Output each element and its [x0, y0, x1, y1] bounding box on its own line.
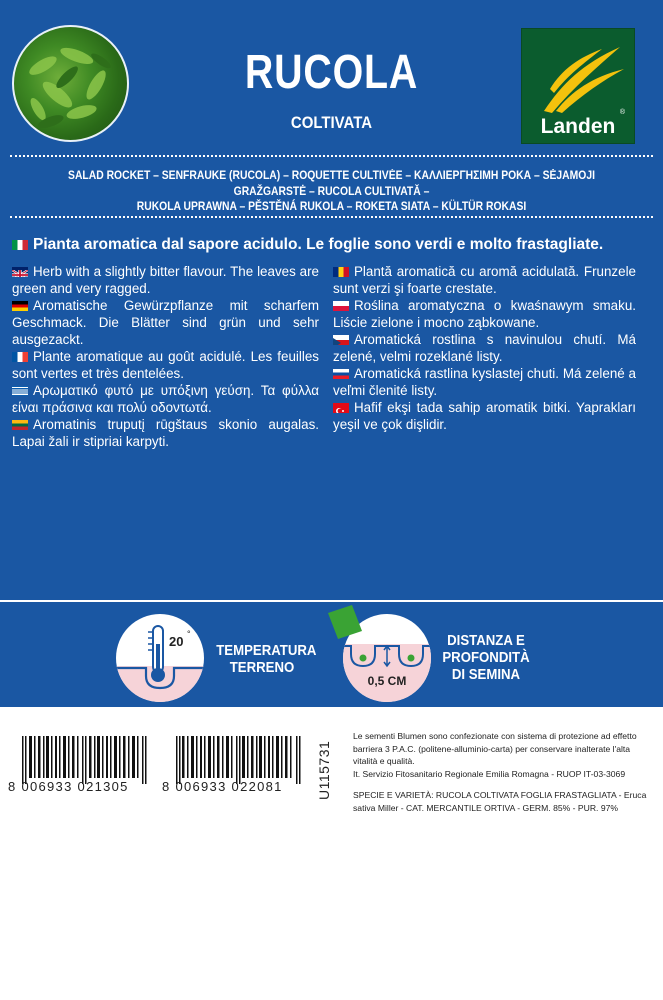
temperature-value: 20: [169, 634, 184, 649]
descriptions-right-column: [333, 263, 636, 433]
depth-value: 0,5 CM: [367, 674, 407, 688]
germany-flag-icon: [12, 301, 28, 311]
italian-description-text: Pianta aromatica dal sapore acidulo. Le foglie sono verdi e molto frastagliate.: [33, 236, 604, 253]
green-leaf-tag-icon: [324, 603, 366, 641]
description-gr: Αρωματικό φυτό με υπόξινη γεύση. Τα φύλλα είναι πράσινα και πολύ οδοντωτά.: [12, 383, 319, 415]
description-ro: Plantă aromatică cu aromă acidulată. Frunzele sunt verzi şi foarte crestate.: [333, 264, 636, 296]
uk-flag-icon: [12, 267, 28, 277]
brand-logo: [521, 28, 635, 144]
description-fr: Plante aromatique au goût acidulé. Les feuilles sont vertes et très dentelées.: [12, 349, 319, 381]
description-cz: Aromatická rostlina s navinulou chutí. Má zelené, velmi rozeklané listy.: [333, 332, 636, 364]
legal-packaging: Le sementi Blumen sono confezionate con sistema di protezione ad effetto barriera 3 P.A.C. (politene-alluminio-carta) per conservare inalterate l'alta vitalità e qualità. It. Servizio Fitosanitario Regionale Emilia Romagna - RUOP IT-03-3069: [353, 731, 637, 779]
temperature-label: TEMPERATURA TERRENO: [216, 642, 317, 676]
czech-flag-icon: [333, 335, 349, 345]
barcode-1-digits: 8 006933 021305: [8, 779, 129, 794]
france-flag-icon: [12, 352, 28, 362]
names-line-1: SALAD ROCKET – SENFRAUKE (RUCOLA) – ROQUETTE CULTIVÉE – ΚΑΛΛΙΕΡΓΗΣΙΜΗ ΡΟΚΑ – SĖJAMOJI GRAŽGARSTĖ – RUCOLA CULTIVATĂ –: [68, 170, 595, 198]
greece-flag-icon: [12, 386, 28, 396]
product-subtitle: COLTIVATA: [290, 113, 373, 132]
dotted-divider-bottom: [10, 216, 653, 218]
wheat-leaves-icon: [522, 29, 636, 119]
temperature-unit: °: [187, 629, 191, 639]
description-pl: Roślina aromatyczna o kwaśnawym smaku. Liście zielone i mocno ząbkowane.: [333, 298, 636, 330]
turkey-flag-icon: [333, 403, 349, 413]
legal-species: SPECIE E VARIETÀ: RUCOLA COLTIVATA FOGLIA FRASTAGLIATA - Eruca sativa Miller - CAT. MERCANTILE ORTIVA - GERM. 85% - PUR. 97%: [353, 790, 647, 813]
registered-mark: ®: [619, 109, 625, 116]
brand-name: Landen: [540, 115, 616, 138]
description-tr: Hafif ekşi tada sahip aromatik bitki. Yaprakları yeşil ve çok dişlidir.: [333, 400, 636, 432]
slovakia-flag-icon: [333, 369, 349, 379]
distance-depth-label: DISTANZA E PROFONDITÀ DI SEMINA: [442, 632, 530, 683]
legal-notice: [353, 730, 653, 823]
barcode-2-digits: 8 006933 022081: [162, 779, 283, 794]
descriptions-left-column: [12, 263, 319, 450]
dotted-divider-top: [10, 155, 653, 157]
description-sk: Aromatická rastlina kyslastej chuti. Má zelené a veľmi členité listy.: [333, 366, 636, 398]
description-en: Herb with a slightly bitter flavour. The leaves are green and very ragged.: [12, 264, 319, 296]
italy-flag-icon: [12, 240, 28, 250]
product-code: U115731: [316, 740, 332, 800]
description-de: Aromatische Gewürzpflanze mit scharfem Geschmack. Die Blätter sind grün und sehr ausgezackt.: [12, 298, 319, 347]
poland-flag-icon: [333, 301, 349, 311]
product-title: RUCOLA: [244, 46, 419, 99]
romania-flag-icon: [333, 267, 349, 277]
multilingual-names: [33, 169, 630, 216]
description-lt: Aromatinis truputį rūgštaus skonio augalas. Lapai žali ir stipriai karpyti.: [12, 417, 319, 449]
lithuania-flag-icon: [12, 420, 28, 430]
names-line-2: RUKOLA UPRAWNA – PĚSTĚNÁ RUKOLA – ROKETA SIATA – KÜLTÜR ROKASI: [136, 201, 527, 213]
soil-temperature-icon: [116, 614, 204, 702]
icon-section-divider: [0, 600, 663, 602]
italian-description: [12, 236, 603, 254]
